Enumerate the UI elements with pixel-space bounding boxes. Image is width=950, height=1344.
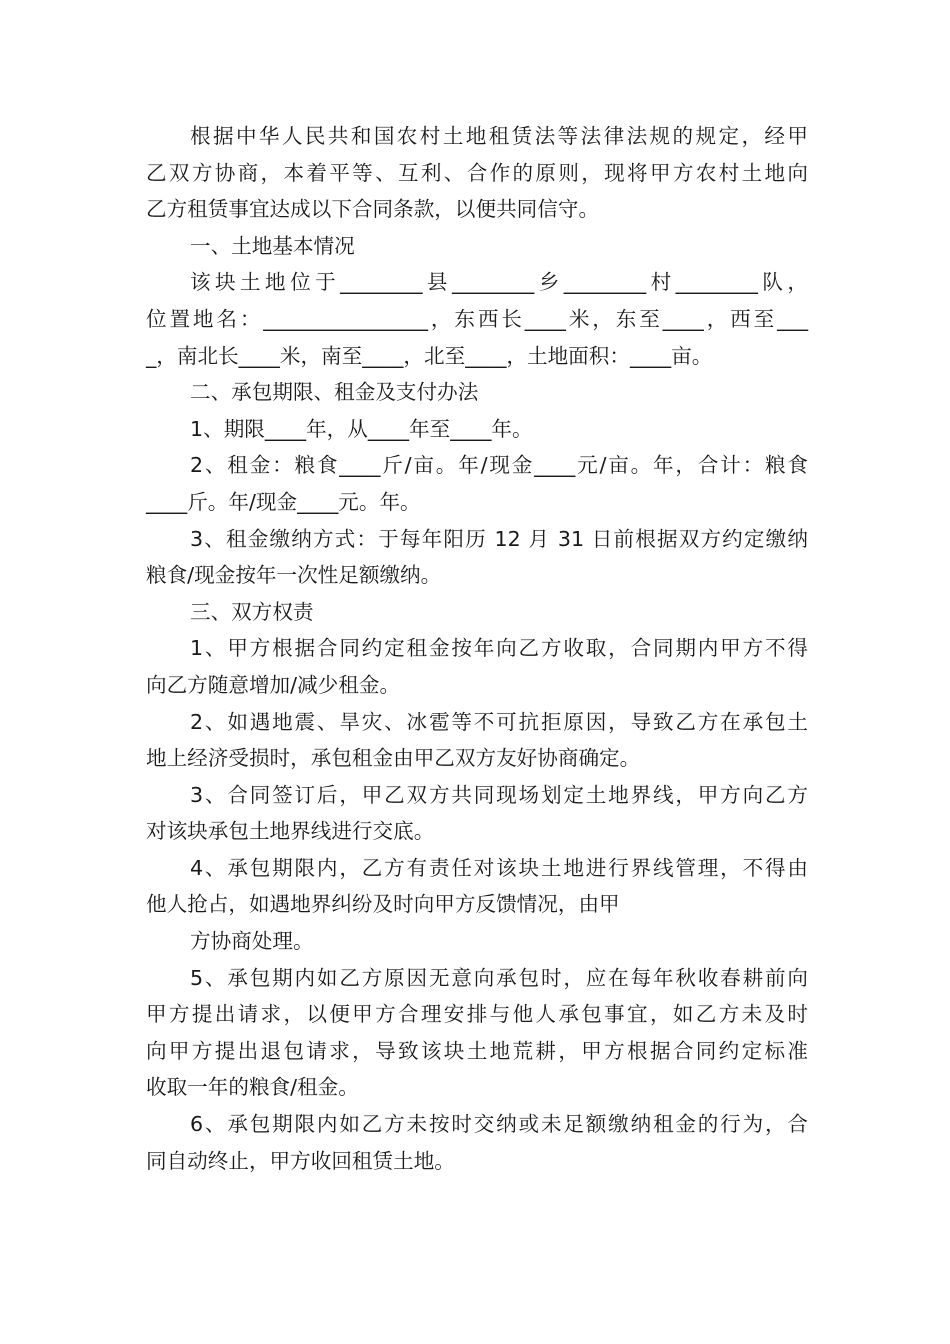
text-line: 位置地名：________________，东西长____米，东至____，西至___ bbox=[146, 306, 808, 331]
clause-rights-1 bbox=[146, 630, 808, 703]
text-line: 3、合同签订后，甲乙双方共同现场划定土地界线，甲方向乙方 bbox=[190, 782, 808, 807]
clause-payment-method bbox=[146, 521, 808, 594]
clause-rights-4 bbox=[146, 850, 808, 923]
land-location-paragraph bbox=[146, 264, 808, 374]
text-line: 向乙方随意增加/减少租金。 bbox=[146, 672, 401, 697]
text-line: 他人抢占，如遇地界纠纷及时向甲方反馈情况，由甲 bbox=[146, 892, 620, 917]
text-line: 乙方租赁事宜达成以下合同条款，以便共同信守。 bbox=[146, 197, 600, 222]
text-line: 收取一年的粮食/租金。 bbox=[146, 1075, 359, 1100]
text-line: 6、承包期限内如乙方未按时交纳或未足额缴纳租金的行为，合 bbox=[190, 1112, 808, 1137]
text-line: 4、承包期限内，乙方有责任对该块土地进行界线管理，不得由 bbox=[190, 855, 808, 880]
text-line: 2、如遇地震、旱灾、冰雹等不可抗拒原因，导致乙方在承包土 bbox=[190, 709, 808, 734]
clause-rights-3 bbox=[146, 777, 808, 850]
clause-rights-4-continued: 方协商处理。 bbox=[190, 929, 314, 954]
section-heading-land-info: 一、土地基本情况 bbox=[190, 233, 355, 258]
text-line: _，南北长____米，南至____，北至____，土地面积：____亩。 bbox=[146, 343, 713, 368]
clause-term: 1、期限____年，从____年至____年。 bbox=[190, 416, 533, 441]
text-line: 3、租金缴纳方式：于每年阳历 12 月 31 日前根据双方约定缴纳 bbox=[190, 526, 808, 551]
text-line: 2、租金：粮食____斤/亩。年/现金____元/亩。年，合计：粮食 bbox=[190, 453, 808, 478]
text-line: 甲方提出请求，以便甲方合理安排与他人承包事宜，如乙方未及时 bbox=[146, 1002, 808, 1027]
text-line: 乙双方协商，本着平等、互利、合作的原则，现将甲方农村土地向 bbox=[146, 160, 808, 185]
text-line: ____斤。年/现金____元。年。 bbox=[146, 489, 421, 514]
text-line: 向甲方提出退包请求，导致该块土地荒耕，甲方根据合同约定标准 bbox=[146, 1038, 808, 1063]
section-heading-term-rent: 二、承包期限、租金及支付办法 bbox=[190, 380, 479, 405]
text-line: 对该块承包土地界线进行交底。 bbox=[146, 819, 435, 844]
text-line: 粮食/现金按年一次性足额缴纳。 bbox=[146, 563, 442, 588]
clause-rights-5 bbox=[146, 960, 808, 1106]
section-heading-rights-duties: 三、双方权责 bbox=[190, 599, 314, 624]
text-line: 1、甲方根据合同约定租金按年向乙方收取，合同期内甲方不得 bbox=[190, 636, 808, 661]
document-body bbox=[146, 118, 808, 1179]
clause-rights-6 bbox=[146, 1106, 808, 1179]
text-line: 地上经济受损时，承包租金由甲乙双方友好协商确定。 bbox=[146, 746, 641, 771]
clause-rights-2 bbox=[146, 704, 808, 777]
clause-rent bbox=[146, 447, 808, 520]
text-line: 5、承包期内如乙方原因无意向承包时，应在每年秋收春耕前向 bbox=[190, 965, 808, 990]
text-line: 同自动终止，甲方收回租赁土地。 bbox=[146, 1148, 455, 1173]
text-line: 根据中华人民共和国农村土地租赁法等法律法规的规定，经甲 bbox=[190, 124, 808, 148]
text-line: 该块土地位于________县________乡________村________队， bbox=[190, 270, 808, 295]
preamble-paragraph bbox=[146, 118, 808, 228]
